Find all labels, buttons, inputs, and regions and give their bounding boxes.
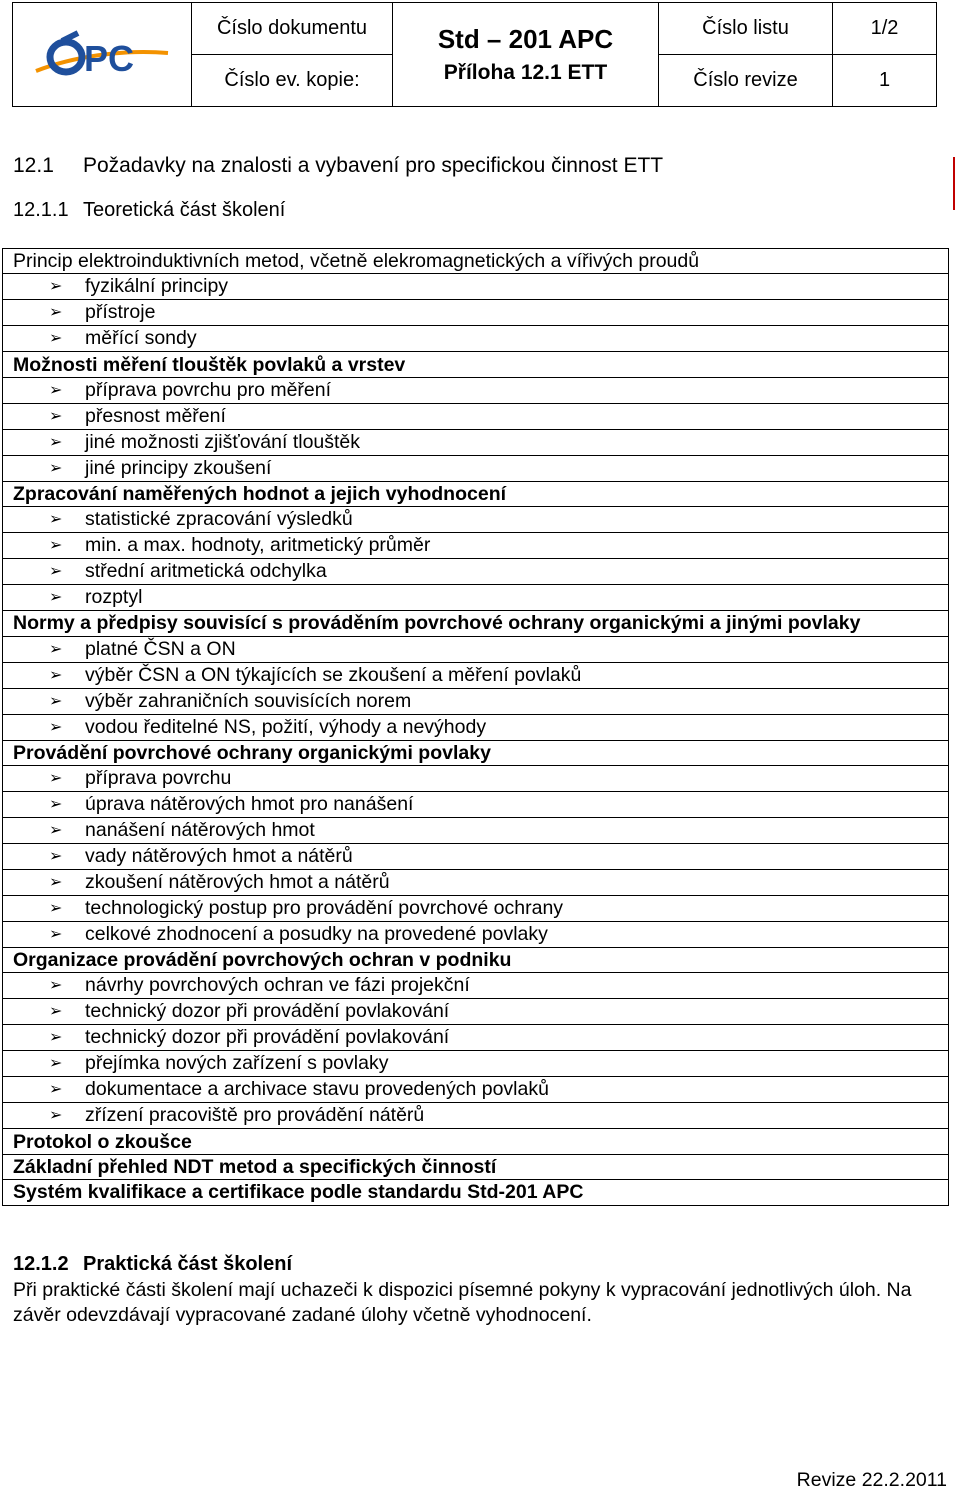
topic-item-row	[3, 999, 949, 1025]
topic-item	[3, 843, 949, 869]
topic-item-row	[3, 662, 949, 688]
topic-item-row	[3, 636, 949, 662]
topic-title: Základní přehled NDT metod a specifických činností	[3, 1154, 949, 1179]
copy-number-label: Číslo ev. kopie:	[192, 55, 393, 107]
arrow-bullet-icon: ➢	[49, 278, 63, 296]
topic-item	[3, 999, 949, 1025]
topic-item	[3, 455, 949, 481]
svg-text:PC: PC	[84, 37, 135, 79]
topic-item-text: fyzikální principy	[85, 275, 229, 298]
topic-item-text: vady nátěrových hmot a nátěrů	[85, 844, 353, 867]
topic-item	[3, 585, 949, 611]
topic-item	[3, 636, 949, 662]
topic-item	[3, 403, 949, 429]
topic-item-text: vodou ředitelné NS, požití, výhody a nevýhody	[85, 715, 487, 738]
revision-number-value: 1	[833, 55, 937, 107]
topic-item-text: platné ČSN a ON	[85, 637, 236, 660]
topic-item-row	[3, 507, 949, 533]
topic-title: Zpracování naměřených hodnot a jejich vyhodnocení	[3, 481, 949, 506]
topic-item-row	[3, 429, 949, 455]
arrow-bullet-icon: ➢	[49, 977, 63, 995]
topic-title: Princip elektroinduktivních metod, včetně elekromagnetických a vířivých proudů	[3, 249, 949, 274]
arrow-bullet-icon: ➢	[49, 873, 63, 891]
topic-item	[3, 274, 949, 300]
topic-item	[3, 559, 949, 585]
arrow-bullet-icon: ➢	[49, 899, 63, 917]
topic-title: Možnosti měření tlouštěk povlaků a vrstev	[3, 352, 949, 377]
topic-item	[3, 921, 949, 947]
arrow-bullet-icon: ➢	[49, 407, 63, 425]
topic-item-row	[3, 895, 949, 921]
topic-title: Organizace provádění povrchových ochran v podniku	[3, 947, 949, 972]
arrow-bullet-icon: ➢	[49, 589, 63, 607]
topic-item-row	[3, 817, 949, 843]
arrow-bullet-icon: ➢	[49, 795, 63, 813]
revision-number-label: Číslo revize	[659, 55, 833, 107]
topic-row	[3, 249, 949, 274]
sheet-number-value: 1/2	[833, 3, 937, 55]
topic-item-text: střední aritmetická odchylka	[85, 560, 327, 583]
topic-item-row	[3, 377, 949, 403]
subsection-title: Teoretická část školení	[83, 199, 286, 221]
topic-item-row	[3, 688, 949, 714]
arrow-bullet-icon: ➢	[49, 666, 63, 684]
topic-item-row	[3, 455, 949, 481]
topic-item	[3, 765, 949, 791]
topic-item	[3, 377, 949, 403]
topic-item-row	[3, 1077, 949, 1103]
document-header	[12, 2, 937, 107]
footer-revision: Revize 22.2.2011	[796, 1469, 947, 1491]
arrow-bullet-icon: ➢	[49, 1081, 63, 1099]
syllabus-body	[3, 249, 949, 1206]
topic-item-text: návrhy povrchových ochran ve fázi projekční	[85, 974, 470, 997]
topic-item	[3, 1077, 949, 1103]
topic-item-text: přesnost měření	[85, 404, 226, 427]
topic-item	[3, 1025, 949, 1051]
topic-item-row	[3, 973, 949, 999]
doc-number-label: Číslo dokumentu	[192, 3, 393, 55]
topic-item	[3, 817, 949, 843]
topic-item-row	[3, 274, 949, 300]
standard-title: Std – 201 APC	[437, 24, 614, 54]
topic-item-text: příprava povrchu	[85, 766, 232, 789]
topic-item-text: jiné principy zkoušení	[85, 456, 272, 479]
topic-title: Protokol o zkoušce	[3, 1129, 949, 1154]
topic-item-text: zkoušení nátěrových hmot a nátěrů	[85, 870, 390, 893]
topic-item-text: zřízení pracoviště pro provádění nátěrů	[85, 1104, 425, 1127]
arrow-bullet-icon: ➢	[49, 718, 63, 736]
arrow-bullet-icon: ➢	[49, 563, 63, 581]
topic-row	[3, 740, 949, 765]
arrow-bullet-icon: ➢	[49, 847, 63, 865]
topic-title: Normy a předpisy souvisící s prováděním povrchové ochrany organickými a jinými povlaky	[3, 611, 949, 636]
syllabus-table	[2, 248, 949, 1206]
topic-item-text: technický dozor při provádění povlakování	[85, 1000, 450, 1023]
section-title: Požadavky na znalosti a vybavení pro specifickou činnost ETT	[83, 154, 664, 177]
topic-item-text: technický dozor při provádění povlakování	[85, 1026, 450, 1049]
topic-item-text: výběr zahraničních souvisících norem	[85, 689, 412, 712]
logo-cell	[13, 3, 192, 107]
subsection-heading-practice	[13, 1253, 292, 1276]
arrow-bullet-icon: ➢	[49, 304, 63, 322]
topic-row	[3, 1180, 949, 1205]
topic-item-row	[3, 1025, 949, 1051]
topic-item-row	[3, 765, 949, 791]
topic-item-row	[3, 585, 949, 611]
topic-item	[3, 1103, 949, 1129]
arrow-bullet-icon: ➢	[49, 381, 63, 399]
topic-row	[3, 352, 949, 377]
topic-row	[3, 1129, 949, 1154]
topic-item-text: min. a max. hodnoty, aritmetický průměr	[85, 534, 431, 557]
sheet-number-label: Číslo listu	[659, 3, 833, 55]
subsection-title: Praktická část školení	[83, 1253, 293, 1275]
topic-item-row	[3, 843, 949, 869]
topic-item-text: přejímka nových zařízení s povlaky	[85, 1052, 389, 1075]
subsection-number: 12.1.2	[13, 1253, 69, 1275]
topic-item-row	[3, 921, 949, 947]
arrow-bullet-icon: ➢	[49, 1029, 63, 1047]
topic-item-text: úprava nátěrových hmot pro nanášení	[85, 792, 414, 815]
arrow-bullet-icon: ➢	[49, 1003, 63, 1021]
topic-item-text: výběr ČSN a ON týkajících se zkoušení a měření povlaků	[85, 663, 582, 686]
arrow-bullet-icon: ➢	[49, 640, 63, 658]
apc-logo-icon	[32, 27, 172, 83]
topic-item	[3, 973, 949, 999]
arrow-bullet-icon: ➢	[49, 769, 63, 787]
topic-item-row	[3, 1103, 949, 1129]
arrow-bullet-icon: ➢	[49, 330, 63, 348]
topic-item-row	[3, 533, 949, 559]
arrow-bullet-icon: ➢	[49, 459, 63, 477]
topic-item	[3, 326, 949, 352]
arrow-bullet-icon: ➢	[49, 537, 63, 555]
topic-row	[3, 481, 949, 506]
standard-title-cell	[393, 3, 659, 107]
topic-item-text: jiné možnosti zjišťování tlouštěk	[85, 430, 361, 453]
arrow-bullet-icon: ➢	[49, 692, 63, 710]
topic-item	[3, 429, 949, 455]
topic-item-text: dokumentace a archivace stavu provedených povlaků	[85, 1078, 549, 1101]
subsection-number: 12.1.1	[13, 199, 69, 221]
topic-item-text: příprava povrchu pro měření	[85, 378, 332, 401]
topic-item	[3, 714, 949, 740]
arrow-bullet-icon: ➢	[49, 511, 63, 529]
topic-item	[3, 869, 949, 895]
topic-item	[3, 300, 949, 326]
topic-row	[3, 1154, 949, 1179]
arrow-bullet-icon: ➢	[49, 925, 63, 943]
topic-item-row	[3, 714, 949, 740]
topic-item-text: nanášení nátěrových hmot	[85, 818, 315, 841]
topic-item-row	[3, 559, 949, 585]
topic-item-text: statistické zpracování výsledků	[85, 508, 353, 531]
topic-item-text: přístroje	[85, 301, 156, 324]
topic-item-row	[3, 403, 949, 429]
arrow-bullet-icon: ➢	[49, 1055, 63, 1073]
annex-title: Příloha 12.1 ETT	[443, 61, 608, 84]
arrow-bullet-icon: ➢	[49, 821, 63, 839]
section-heading	[13, 154, 663, 178]
topic-item-text: měřící sondy	[85, 327, 197, 350]
topic-item-text: celkové zhodnocení a posudky na provedené povlaky	[85, 922, 548, 945]
subsection-heading-theory	[13, 199, 285, 222]
topic-item-row	[3, 1051, 949, 1077]
topic-item-row	[3, 791, 949, 817]
arrow-bullet-icon: ➢	[49, 1107, 63, 1125]
practice-paragraph: Při praktické části školení mají uchazeči k dispozici písemné pokyny k vypracování jednotlivých úloh. Na závěr odevzdávají vypracované zadané úlohy včetně vyhodnocení.	[13, 1279, 912, 1326]
topic-row	[3, 947, 949, 972]
topic-item-text: rozptyl	[85, 586, 143, 609]
topic-title: Provádění povrchové ochrany organickými povlaky	[3, 740, 949, 765]
topic-item	[3, 507, 949, 533]
topic-item-row	[3, 869, 949, 895]
revision-mark	[953, 157, 955, 210]
topic-item	[3, 533, 949, 559]
topic-item	[3, 688, 949, 714]
topic-row	[3, 611, 949, 636]
section-number: 12.1	[13, 154, 54, 177]
topic-item-text: technologický postup pro provádění povrchové ochrany	[85, 896, 564, 919]
topic-item	[3, 791, 949, 817]
topic-item	[3, 1051, 949, 1077]
topic-item-row	[3, 300, 949, 326]
topic-item	[3, 895, 949, 921]
arrow-bullet-icon: ➢	[49, 433, 63, 451]
topic-item-row	[3, 326, 949, 352]
topic-title: Systém kvalifikace a certifikace podle standardu Std-201 APC	[3, 1180, 949, 1205]
topic-item	[3, 662, 949, 688]
